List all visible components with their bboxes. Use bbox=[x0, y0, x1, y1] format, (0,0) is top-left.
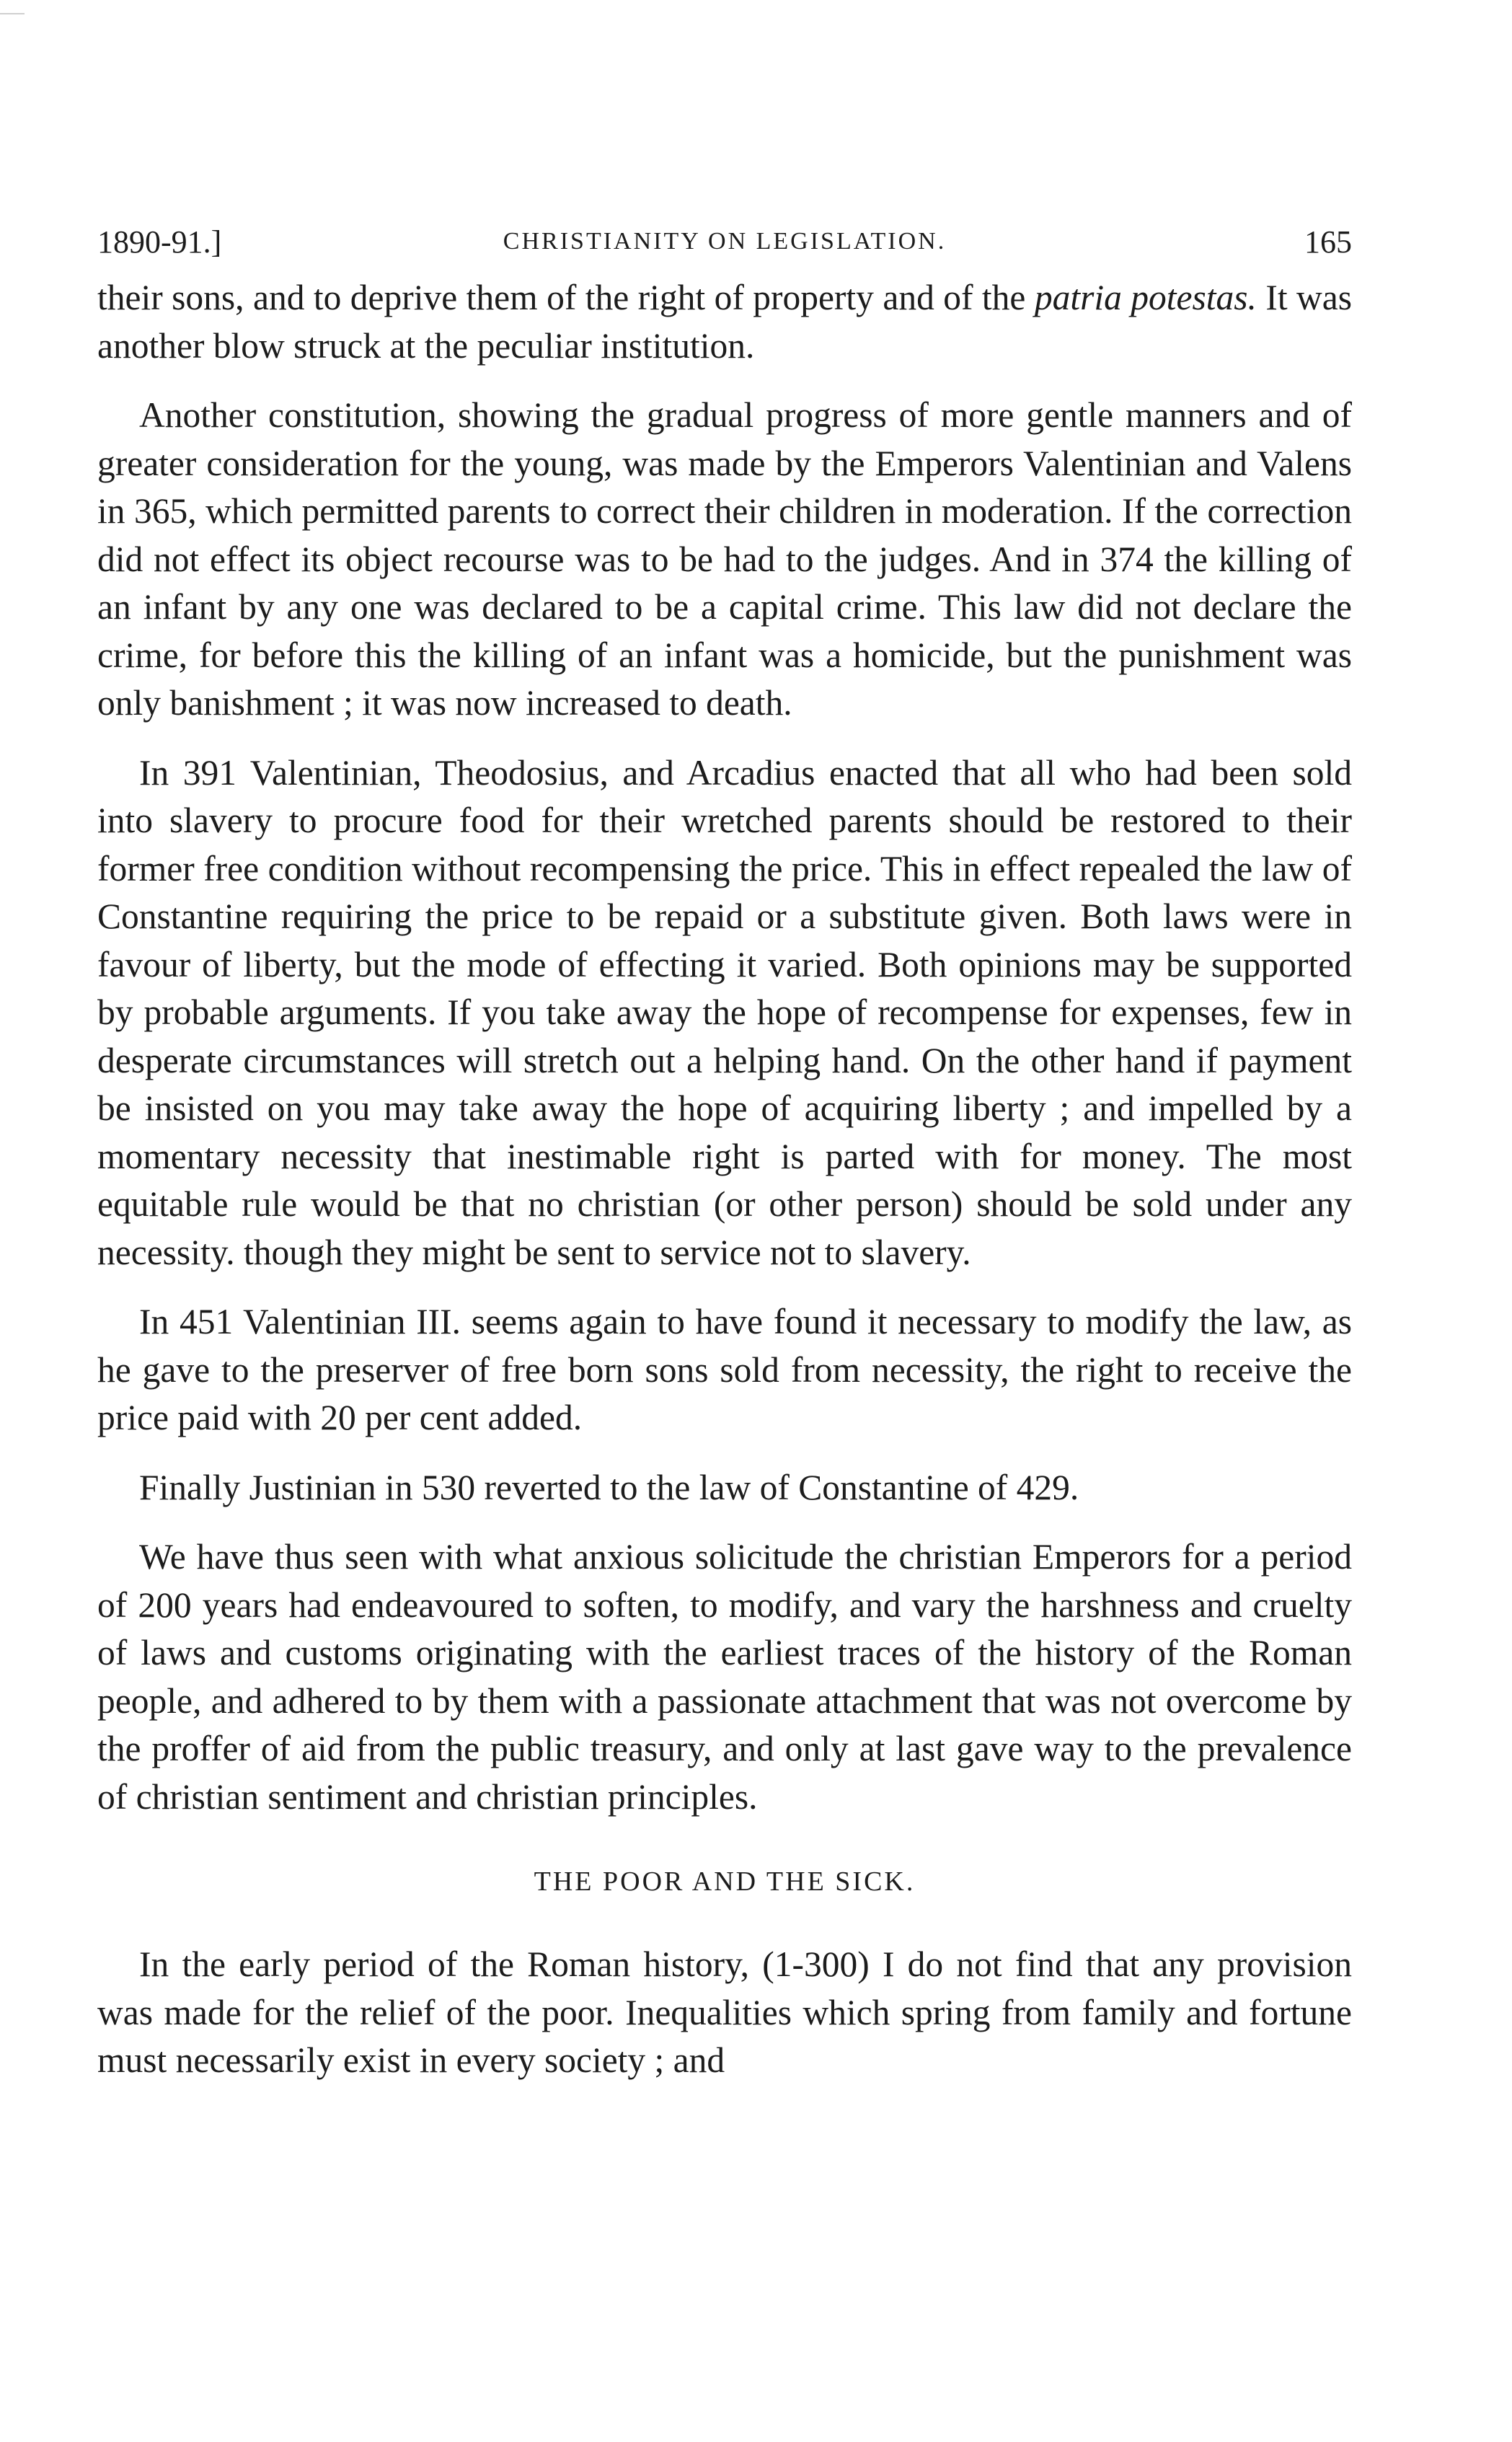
scan-edge-mark bbox=[0, 13, 25, 14]
paragraph-continued bbox=[97, 274, 1352, 370]
paragraph: In 451 Valentinian III. seems again to have found it necessary to modify the law, as he gave to the preserver of free born sons sold from necessity, the right to receive the price paid with 20 per cent added. bbox=[97, 1302, 1352, 1437]
body-text bbox=[97, 274, 1352, 2085]
paragraph-text: their sons, and to deprive them of the right of property and of the bbox=[97, 278, 1035, 317]
section-heading: THE POOR AND THE SICK. bbox=[534, 1866, 916, 1897]
paragraph: We have thus seen with what anxious solicitude the christian Emperors for a period of 200 years had endeavoured to soften, to modify, and vary the harshness and cruelty of laws and customs originating with the earliest traces of the history of the Roman people, and adhered to by them with a passionate attachment that was not overcome by the proffer of aid from the public treasury, and only at last gave way to the prevalence of christian sentiment and christian principles. bbox=[97, 1537, 1352, 1817]
page-number: 165 bbox=[1304, 224, 1352, 260]
running-head bbox=[97, 224, 1352, 274]
volume-years: 1890-91.] bbox=[97, 224, 222, 260]
running-title: CHRISTIANITY ON LEGISLATION. bbox=[503, 228, 947, 255]
paragraph: Another constitution, showing the gradual progress of more gentle manners and of greater consideration for the young, was made by the Emperors Valentinian and Valens in 365, which permitted parents to correct their children in moderation. If the correction did not effect its object recourse was to be had to the judges. And in 374 the killing of an infant by any one was declared to be a capital crime. This law did not declare the crime, for before this the killing of an infant was a homicide, but the punishment was only banishment ; it was now increased to death. bbox=[97, 395, 1352, 723]
book-page bbox=[97, 224, 1352, 2107]
latin-term: patria potestas. bbox=[1034, 278, 1257, 317]
paragraph: Finally Justinian in 530 reverted to the law of Constantine of 429. bbox=[139, 1467, 1079, 1507]
paragraph: In 391 Valentinian, Theodosius, and Arcadius enacted that all who had been sold into slavery to procure food for their wretched parents should be restored to their former free condition without recompensing the price. This in effect repealed the law of Constantine requiring the price to be repaid or a substitute given. Both laws were in favour of liberty, but the mode of effecting it varied. Both opinions may be supported by probable arguments. If you take away the hope of recompense for expenses, few in desperate circumstances will stretch out a helping hand. On the other hand if payment be insisted on you may take away the hope of acquiring liberty ; and impelled by a momentary necessity that inestimable right is parted with for money. The most equitable rule would be that no christian (or other person) should be sold under any necessity. though they might be sent to service not to slavery. bbox=[97, 752, 1352, 1272]
paragraph: In the early period of the Roman history, (1-300) I do not find that any provision was made for the relief of the poor. Inequalities which spring from family and fortune must necessarily exist in every society ; and bbox=[97, 1944, 1352, 2080]
paragraph-text: It was another blow struck at the peculiar institution. bbox=[97, 278, 1352, 366]
